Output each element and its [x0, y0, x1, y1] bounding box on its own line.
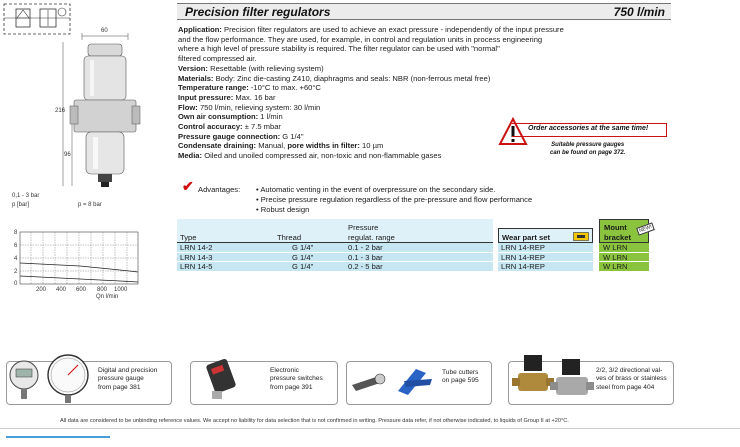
list-item: • Precise pressure regulation regardless of the pre-pressure and flow performance [256, 195, 533, 204]
thumb-pressure-gauge[interactable] [6, 351, 176, 405]
pore-value: 10 µm [362, 141, 384, 151]
cell-range: 0.2 - 5 bar [348, 262, 383, 271]
cell-type: LRN 14-2 [180, 243, 213, 252]
advantages-list [256, 185, 532, 215]
application-label: Application: [178, 25, 222, 34]
regulator-drawing [0, 0, 175, 300]
col-mount: Mount [604, 223, 627, 232]
advantages-label: Advantages: [198, 185, 241, 194]
thumb-tube-cutters[interactable] [346, 351, 496, 405]
thumb-line: pressure gauge [98, 375, 144, 383]
graph-y-tick: 4 [14, 256, 18, 262]
thumb-line: Tube cutters [442, 369, 479, 376]
gauge-connection-label: Pressure gauge connection: [178, 131, 281, 141]
graph-x-tick: 800 [97, 287, 108, 293]
thumb-line: from page 381 [98, 383, 141, 391]
graph-x-tick: 1000 [114, 287, 128, 293]
table-row [177, 243, 493, 253]
thumb-line: Digital and precision [98, 367, 158, 374]
graph-x-tick: 200 [36, 287, 47, 293]
accuracy-value: ± 7.5 mbar [244, 122, 281, 132]
thumb-text [270, 367, 323, 392]
cell-range: 0.1 - 2 bar [348, 243, 383, 252]
pore-label: pore widths in filter: [287, 141, 360, 151]
thumb-line: Electronic [270, 367, 299, 374]
version-value: Resettable (with relieving system) [210, 63, 324, 73]
graph-left-label: 0,1 - 3 bar [12, 193, 40, 199]
mount-bracket-table [599, 219, 653, 272]
condensate-value: Manual, [258, 141, 286, 151]
pressure-switch-icon [198, 351, 258, 405]
graph-y-tick: 6 [14, 243, 18, 249]
materials-label: Materials: [178, 73, 214, 83]
table-row [177, 262, 493, 272]
disclaimer: All data are considered to be unbinding reference values. We accept no liability for data selection that is not confirmed in writing. Pressure data refer, if not otherwise indicated, to liquids of Group II at +20°C. [60, 418, 569, 424]
solenoid-valve-icon [510, 351, 596, 405]
flow-value: 750 l/min, relieving system: 30 l/min [199, 102, 321, 112]
flow-rating: 750 l/min [613, 5, 665, 19]
title-bar [177, 3, 671, 20]
gauge-connection-value: G 1/4" [282, 131, 304, 141]
new-badge: NEW! [636, 222, 655, 235]
cell-type: LRN 14-5 [180, 262, 213, 271]
page-title: Precision filter regulators [185, 5, 331, 19]
application-line: where a high level of pressure stability is required. The filter regulator can be used with "normal" [178, 44, 500, 54]
technical-drawing [0, 0, 175, 300]
application-line: Precision filter regulators are used to achieve an exact pressure - independently of the input pressure [224, 25, 564, 34]
table-row [599, 262, 649, 272]
cell-mount: W LRN [603, 243, 628, 252]
cell-wear: LRN 14-REP [501, 252, 545, 262]
dim-lower-label: 96 [64, 152, 71, 158]
thumb-line: ves of brass or stainless [596, 375, 667, 383]
materials-value: Body: Zinc die-casting Z410, diaphragms and seals: NBR (non-ferrous metal free) [215, 73, 491, 83]
flow-label: Flow: [178, 102, 198, 112]
graph-y-unit: p [bar] [12, 202, 30, 208]
graph-y-tick: 2 [14, 269, 18, 275]
temperature-label: Temperature range: [178, 83, 249, 93]
product-table [177, 219, 493, 272]
list-item: • Automatic venting in the event of overpressure on the secondary side. [256, 185, 496, 194]
col-range: Pressure [348, 223, 379, 232]
cell-mount: W LRN [603, 262, 628, 271]
col-thread: Thread [277, 233, 302, 242]
pressure-flow-graph [20, 232, 138, 284]
mount-header [599, 219, 653, 243]
table-row [498, 243, 593, 253]
consumption-label: Own air consumption: [178, 112, 259, 122]
accuracy-label: Control accuracy: [178, 122, 243, 132]
table-row [599, 253, 649, 263]
footer-accent [6, 436, 110, 438]
list-item: • Robust design [256, 205, 310, 214]
thumb-directional-valves[interactable] [508, 351, 678, 405]
thumb-line: 2/2, 3/2 directional val- [596, 367, 663, 374]
table-row [177, 253, 493, 263]
cell-thread: G 1/4" [292, 243, 314, 252]
media-label: Media: [178, 151, 203, 161]
wear-part-icon [573, 232, 589, 241]
warning-title: Order accessories at the same time! [528, 125, 649, 132]
consumption-value: 1 l/min [260, 112, 283, 122]
temperature-value: -10°C to max. +60°C [250, 83, 321, 93]
table-header [177, 219, 493, 243]
table-row [599, 243, 649, 253]
accessory-warning [494, 117, 669, 163]
warning-subtext [550, 141, 625, 157]
checkmark-icon: ✔ [182, 178, 194, 194]
footer-divider [0, 428, 740, 429]
graph-right-label: p = 8 bar [78, 202, 102, 208]
input-pressure-label: Input pressure: [178, 92, 234, 102]
graph-x-tick: 600 [76, 287, 87, 293]
dim-height-label: 216 [55, 108, 66, 114]
thumb-line: from page 391 [270, 383, 313, 391]
thumb-text [442, 369, 479, 386]
wear-part-table [498, 219, 593, 272]
table-row [498, 262, 593, 272]
col-range: regulat. range [348, 233, 395, 242]
application-line: filtered compressed air. [178, 54, 257, 64]
application-line: and the flow performance. They are used, for example, in control and regulation units in process engineering [178, 34, 543, 44]
thumb-line: steel from page 404 [596, 383, 655, 391]
cell-mount: W LRN [603, 252, 628, 262]
cell-wear: LRN 14-REP [501, 243, 545, 252]
thumb-line: on page 595 [442, 377, 479, 385]
graph-x-unit: Qn l/min [96, 294, 119, 300]
cell-wear: LRN 14-REP [501, 262, 545, 271]
graph-x-tick: 400 [56, 287, 67, 293]
thumb-pressure-switch[interactable] [190, 351, 342, 405]
cell-thread: G 1/4" [292, 252, 314, 262]
media-value: Oiled and unoiled compressed air, non-toxic and non-flammable gases [204, 151, 442, 161]
cell-range: 0.1 - 3 bar [348, 252, 383, 262]
pressure-gauge-icon [6, 351, 92, 405]
condensate-label: Condensate draining: [178, 141, 257, 151]
graph-y-tick: 8 [14, 230, 18, 236]
warning-sub-line: can be found on page 372. [550, 150, 626, 156]
graph-y-tick: 0 [14, 281, 18, 287]
version-label: Version: [178, 63, 208, 73]
cell-thread: G 1/4" [292, 262, 314, 271]
thumb-text [98, 367, 157, 392]
col-type: Type [180, 233, 197, 242]
dim-width-label: 60 [101, 28, 108, 34]
input-pressure-value: Max. 16 bar [235, 92, 276, 102]
wear-header [498, 228, 593, 243]
col-wear: Wear part set [502, 233, 550, 242]
cell-type: LRN 14-3 [180, 252, 213, 262]
thumb-line: pressure switches [270, 375, 323, 383]
tube-cutter-icon [346, 351, 438, 405]
table-row [498, 253, 593, 263]
col-mount: bracket [604, 233, 632, 242]
warning-sub-line: Suitable pressure gauges [551, 142, 625, 148]
thumb-text [596, 367, 667, 392]
